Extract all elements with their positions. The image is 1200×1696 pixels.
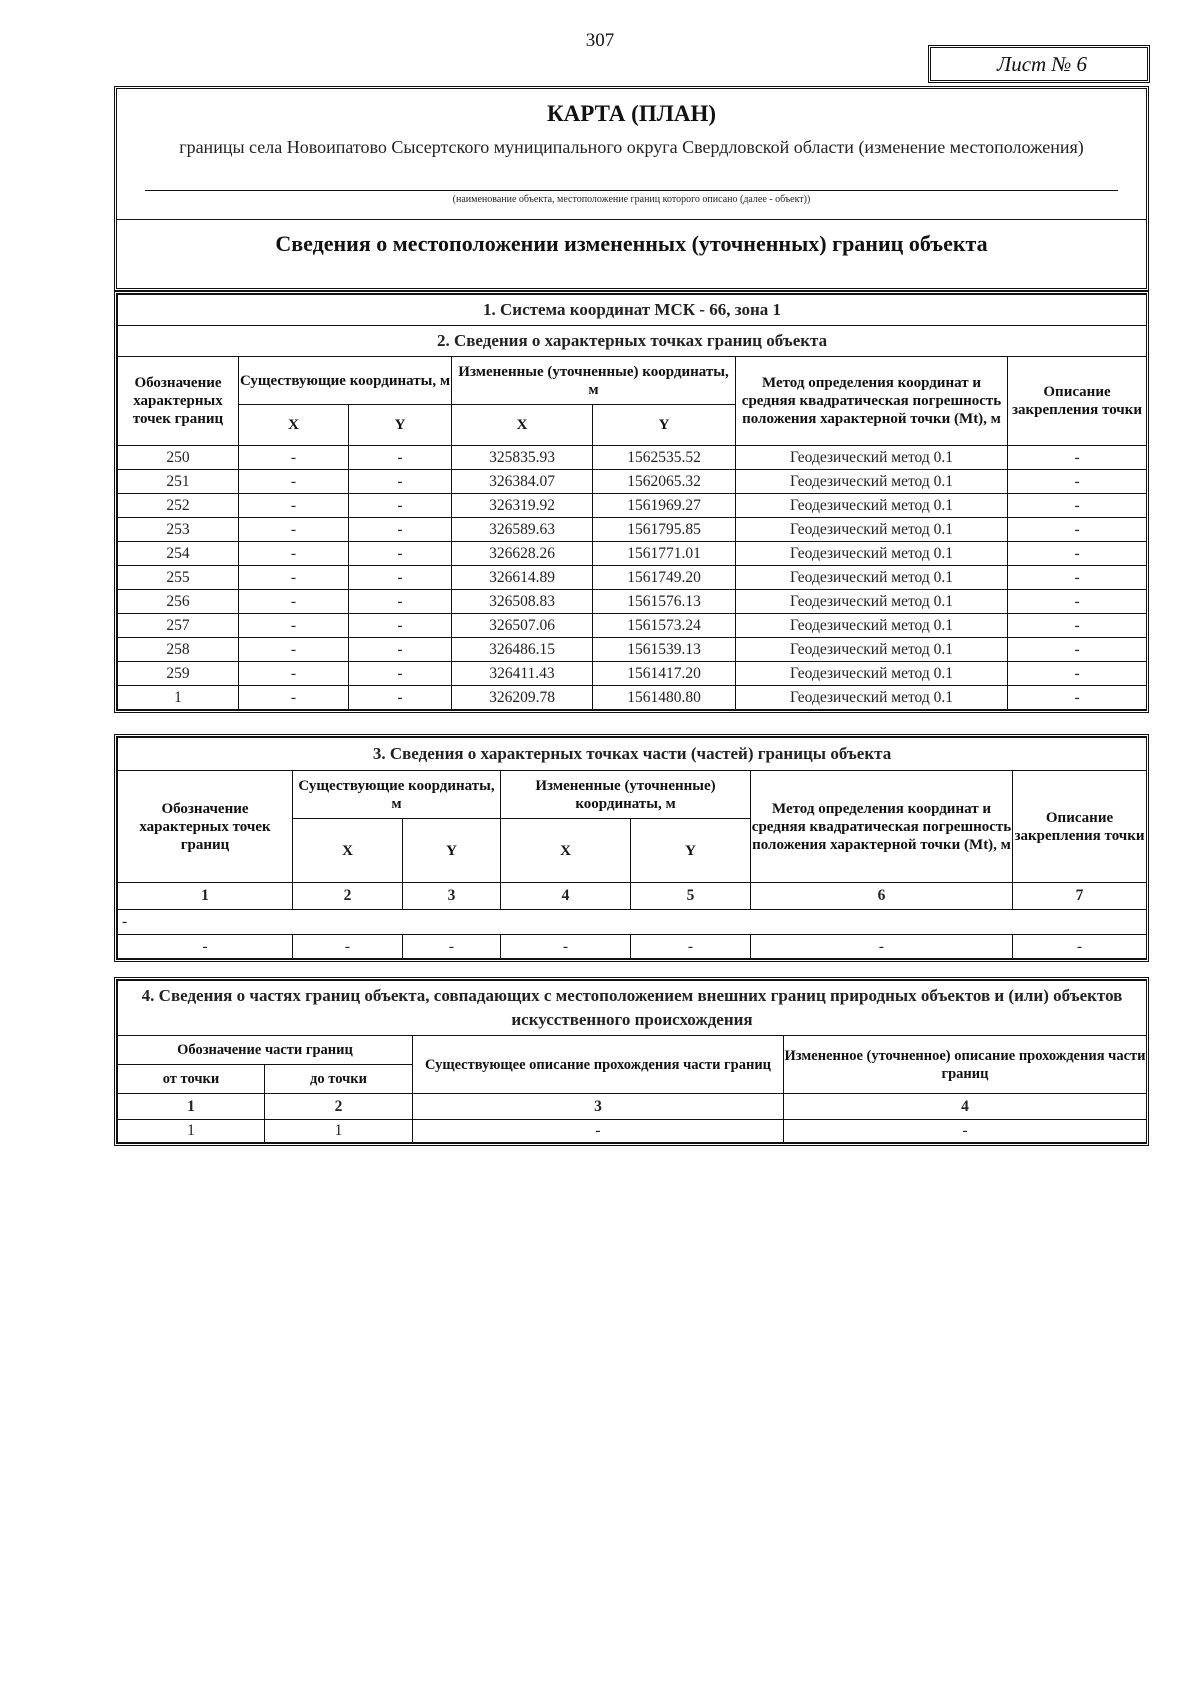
- object-name-underline: [145, 190, 1118, 191]
- header-point-designation: Обозначение характерных точек границ: [118, 771, 293, 883]
- table-cell: Геодезический метод 0.1: [736, 518, 1008, 542]
- table-cell: -: [349, 686, 452, 710]
- table-row: [118, 542, 1147, 566]
- table-row: [118, 1120, 1147, 1143]
- table-row: [118, 590, 1147, 614]
- column-number: 3: [403, 883, 501, 910]
- header-existing-x: X: [239, 405, 349, 446]
- table-cell: Геодезический метод 0.1: [736, 638, 1008, 662]
- table-cell: -: [349, 614, 452, 638]
- section-3-table-frame: [114, 734, 1149, 962]
- column-number: 4: [501, 883, 631, 910]
- table-cell: -: [1008, 518, 1147, 542]
- table-cell: -: [1008, 446, 1147, 470]
- sheet-label: Лист № 6: [996, 51, 1087, 76]
- table-cell: 326411.43: [452, 662, 593, 686]
- table-cell: 1: [118, 1120, 265, 1143]
- table-cell: -: [239, 518, 349, 542]
- section-2-title: 2. Сведения о характерных точках границ объекта: [118, 326, 1147, 357]
- table-cell: 1562535.52: [593, 446, 736, 470]
- table-row: [118, 518, 1147, 542]
- table-cell: 326507.06: [452, 614, 593, 638]
- table-cell: 1562065.32: [593, 470, 736, 494]
- table-cell: -: [118, 935, 293, 959]
- table-cell: 326628.26: [452, 542, 593, 566]
- table-cell: 326614.89: [452, 566, 593, 590]
- header-point-designation: Обозначение характерных точек границ: [118, 357, 239, 446]
- table-cell: 1561969.27: [593, 494, 736, 518]
- table-row: [118, 470, 1147, 494]
- table-cell: 326209.78: [452, 686, 593, 710]
- section-4-title: 4. Сведения о частях границ объекта, совпадающих с местоположением внешних границ природных объектов и (или) объектов искусственного происхождения: [118, 981, 1147, 1036]
- table-cell: -: [1008, 662, 1147, 686]
- table-cell: -: [239, 470, 349, 494]
- table-cell: 1561539.13: [593, 638, 736, 662]
- table-cell: -: [1008, 566, 1147, 590]
- column-number: 1: [118, 883, 293, 910]
- table-row: [118, 566, 1147, 590]
- table-cell: -: [349, 662, 452, 686]
- table-cell: -: [751, 935, 1013, 959]
- header-existing-x: X: [293, 819, 403, 883]
- header-from-point: от точки: [118, 1065, 265, 1094]
- table-cell: -: [239, 662, 349, 686]
- table-cell: -: [239, 446, 349, 470]
- table-row: [118, 935, 1147, 959]
- column-number: 7: [1013, 883, 1147, 910]
- header-changed-x: X: [452, 405, 593, 446]
- table-cell: 254: [118, 542, 239, 566]
- table-cell: 250: [118, 446, 239, 470]
- title-block: [114, 86, 1149, 291]
- table-cell: -: [349, 446, 452, 470]
- sheet-number-box: [928, 45, 1150, 83]
- table-cell: 326384.07: [452, 470, 593, 494]
- table-cell: 253: [118, 518, 239, 542]
- table-cell: -: [239, 686, 349, 710]
- table-cell: 326589.63: [452, 518, 593, 542]
- table-row: [118, 662, 1147, 686]
- table-cell: 1561749.20: [593, 566, 736, 590]
- column-number: 4: [784, 1094, 1147, 1120]
- title-header: [117, 89, 1146, 220]
- table-cell: Геодезический метод 0.1: [736, 686, 1008, 710]
- table-cell: 252: [118, 494, 239, 518]
- header-to-point: до точки: [265, 1065, 413, 1094]
- boundary-parts-table: [117, 980, 1147, 1143]
- table-cell: -: [239, 590, 349, 614]
- document-subtitle: Сведения о местоположении измененных (уточненных) границ объекта: [275, 231, 988, 256]
- table-cell: 258: [118, 638, 239, 662]
- table-cell: 326319.92: [452, 494, 593, 518]
- table-cell: Геодезический метод 0.1: [736, 614, 1008, 638]
- header-existing-coordinates: Существующие координаты, м: [239, 357, 452, 405]
- header-method: Метод определения координат и средняя квадратическая погрешность положения характерной точки (Mt), м: [736, 357, 1008, 446]
- table-cell: -: [349, 590, 452, 614]
- table-cell: -: [239, 614, 349, 638]
- boundary-points-table: [117, 294, 1147, 710]
- table-cell: -: [501, 935, 631, 959]
- header-existing-y: Y: [349, 405, 452, 446]
- table-cell: Геодезический метод 0.1: [736, 542, 1008, 566]
- table-cell: 1: [118, 686, 239, 710]
- column-numbers-row: [118, 1094, 1147, 1120]
- header-existing-coordinates: Существующие координаты, м: [293, 771, 501, 819]
- header-changed-coordinates: Измененные (уточненные) координаты, м: [452, 357, 736, 405]
- table-cell: Геодезический метод 0.1: [736, 662, 1008, 686]
- table-cell: -: [349, 566, 452, 590]
- object-name: границы села Новоипатово Сысертского муниципального округа Свердловской области (изменение местоположения): [179, 137, 1084, 157]
- header-part-designation: Обозначение части границ: [118, 1036, 413, 1065]
- table-cell: Геодезический метод 0.1: [736, 470, 1008, 494]
- table-cell: 256: [118, 590, 239, 614]
- page-number: 307: [585, 30, 615, 51]
- header-fixing: Описание закрепления точки: [1013, 771, 1147, 883]
- table-row: [118, 686, 1147, 710]
- header-method: Метод определения координат и средняя квадратическая погрешность положения характерной точки (Mt), м: [751, 771, 1013, 883]
- table-cell: -: [1008, 638, 1147, 662]
- table-cell: 1561795.85: [593, 518, 736, 542]
- header-existing-description: Существующее описание прохождения части границ: [413, 1036, 784, 1094]
- table-cell: -: [1008, 542, 1147, 566]
- table-cell: -: [239, 542, 349, 566]
- table-cell: 257: [118, 614, 239, 638]
- table-cell: 1561573.24: [593, 614, 736, 638]
- header-changed-y: Y: [593, 405, 736, 446]
- table-cell: -: [1013, 935, 1147, 959]
- table-row: [118, 494, 1147, 518]
- column-number: 2: [265, 1094, 413, 1120]
- table-cell: -: [349, 542, 452, 566]
- table-cell: Геодезический метод 0.1: [736, 590, 1008, 614]
- table-row: [118, 614, 1147, 638]
- table-cell: Геодезический метод 0.1: [736, 566, 1008, 590]
- document-title: КАРТА (ПЛАН): [546, 101, 717, 126]
- table-cell: -: [239, 638, 349, 662]
- column-numbers-row: [118, 883, 1147, 910]
- header-existing-y: Y: [403, 819, 501, 883]
- object-name-caption: (наименование объекта, местоположение границ которого описано (далее - объект)): [452, 194, 811, 205]
- table-cell: -: [349, 638, 452, 662]
- table-cell: -: [349, 470, 452, 494]
- table-cell: -: [413, 1120, 784, 1143]
- table-cell: -: [349, 518, 452, 542]
- table-cell: 1: [265, 1120, 413, 1143]
- table-cell: -: [1008, 686, 1147, 710]
- table-cell: -: [239, 566, 349, 590]
- coordinate-system-caption: 1. Система координат МСК - 66, зона 1: [118, 295, 1147, 326]
- empty-part-row: -: [118, 910, 1147, 935]
- table-cell: -: [403, 935, 501, 959]
- table-cell: -: [349, 494, 452, 518]
- table-cell: 326508.83: [452, 590, 593, 614]
- table-cell: 251: [118, 470, 239, 494]
- table-cell: 325835.93: [452, 446, 593, 470]
- table-cell: -: [1008, 614, 1147, 638]
- table-cell: -: [1008, 494, 1147, 518]
- table-cell: 259: [118, 662, 239, 686]
- table-cell: -: [1008, 470, 1147, 494]
- table-row: [118, 446, 1147, 470]
- section-3-title: 3. Сведения о характерных точках части (частей) границы объекта: [118, 738, 1147, 771]
- table-cell: 326486.15: [452, 638, 593, 662]
- column-number: 5: [631, 883, 751, 910]
- table-cell: 1561576.13: [593, 590, 736, 614]
- table-cell: -: [239, 494, 349, 518]
- section-4-table-frame: [114, 977, 1149, 1146]
- column-number: 1: [118, 1094, 265, 1120]
- table-row: [118, 638, 1147, 662]
- column-number: 6: [751, 883, 1013, 910]
- section-2-table-frame: [114, 291, 1149, 713]
- header-changed-description: Измененное (уточненное) описание прохождения части границ: [784, 1036, 1147, 1094]
- table-cell: Геодезический метод 0.1: [736, 446, 1008, 470]
- header-changed-coordinates: Измененные (уточненные) координаты, м: [501, 771, 751, 819]
- table-cell: 1561480.80: [593, 686, 736, 710]
- header-changed-y: Y: [631, 819, 751, 883]
- table-cell: Геодезический метод 0.1: [736, 494, 1008, 518]
- table-cell: -: [1008, 590, 1147, 614]
- table-row: [118, 910, 1147, 935]
- table-cell: 1561771.01: [593, 542, 736, 566]
- header-changed-x: X: [501, 819, 631, 883]
- table-cell: -: [293, 935, 403, 959]
- part-points-table: [117, 737, 1147, 959]
- table-cell: -: [784, 1120, 1147, 1143]
- column-number: 2: [293, 883, 403, 910]
- table-cell: 1561417.20: [593, 662, 736, 686]
- table-cell: -: [631, 935, 751, 959]
- table-cell: 255: [118, 566, 239, 590]
- column-number: 3: [413, 1094, 784, 1120]
- header-fixing: Описание закрепления точки: [1008, 357, 1147, 446]
